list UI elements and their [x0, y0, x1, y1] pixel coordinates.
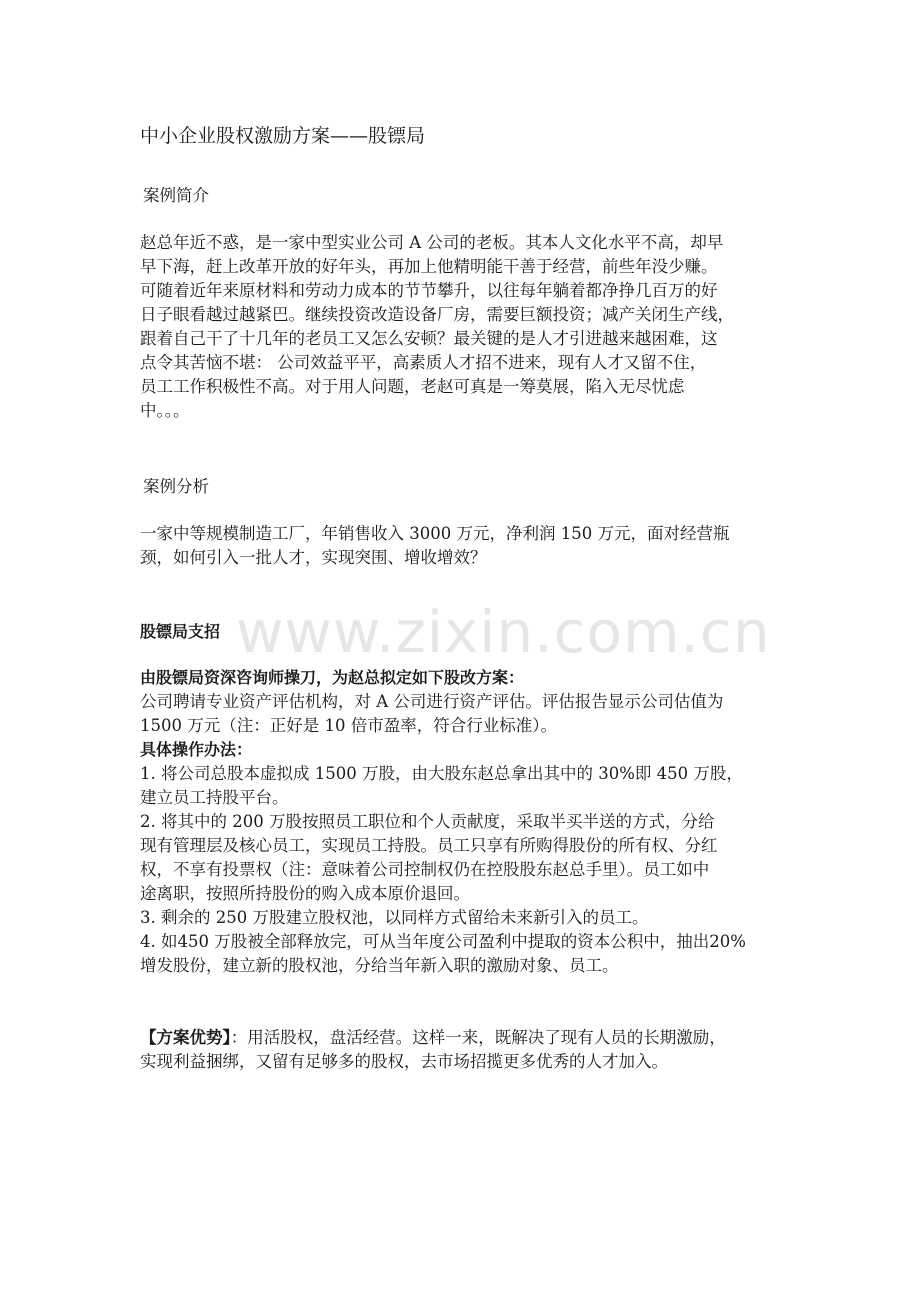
step-2-line: 2. 将其中的 200 万股按照员工职位和个人贡献度，采取半买半送的方式，分给: [140, 812, 715, 831]
method-heading: 具体操作办法：: [140, 740, 253, 759]
intro-heading: 案例简介: [143, 186, 209, 205]
step-3-line: 3. 剩余的 250 万股建立股权池，以同样方式留给未来新引入的员工。: [140, 908, 649, 927]
intro-line: 可随着近年来原材料和劳动力成本的节节攀升，以往每年躺着都净挣几百万的好: [140, 281, 718, 300]
intro-line: 日子眼看越过越紧巴。继续投资改造设备厂房，需要巨额投资；减产关闭生产线，: [140, 305, 734, 324]
advantage-line: 实现利益捆绑，又留有足够多的股权，去市场招揽更多优秀的人才加入。: [140, 1052, 668, 1071]
intro-line: 中。。。: [140, 401, 190, 420]
step-4-line: 4. 如450 万股被全部释放完，可从当年度公司盈利中提取的资本公积中，抽出20%: [140, 932, 746, 951]
advantage-paragraph: [140, 1026, 795, 1074]
advantage-text: ：用活股权，盘活经营。这样一来，既解决了现有人员的长期激励，: [230, 1028, 726, 1047]
analysis-paragraph: [140, 522, 795, 570]
assessment-paragraph: [140, 690, 795, 738]
assessment-line: 公司聘请专业资产评估机构，对 A 公司进行资产评估。评估报告显示公司估值为: [140, 692, 724, 711]
steps-list: [140, 762, 795, 978]
document-title: 中小企业股权激励方案——股镖局: [140, 125, 426, 147]
solution-heading: 股镖局支招: [140, 622, 221, 641]
solution-intro: 由股镖局资深咨询师操刀，为赵总拟定如下股改方案：: [140, 668, 525, 687]
analysis-line: 一家中等规模制造工厂，年销售收入 3000 万元，净利润 150 万元，面对经营瓶: [140, 524, 730, 543]
intro-line: 跟着自己干了十几年的老员工又怎么安顿？最关键的是人才引进越来越困难，这: [140, 329, 718, 348]
intro-paragraph: [140, 231, 795, 423]
advantage-label: 【方案优势】: [140, 1028, 231, 1047]
step-1-line: 1. 将公司总股本虚拟成 1500 万股，由大股东赵总拿出其中的 30%即 450 万股，: [140, 764, 743, 783]
step-2-line: 途离职，按照所持股份的购入成本原价退回。: [140, 884, 470, 903]
intro-line: 员工工作积极性不高。对于用人问题，老赵可真是一筹莫展，陷入无尽忧虑: [140, 377, 685, 396]
analysis-line: 颈，如何引入一批人才，实现突围、增收增效？: [140, 548, 487, 567]
intro-line: 早下海，赶上改革开放的好年头，再加上他精明能干善于经营，前些年没少赚。: [140, 257, 718, 276]
analysis-heading: 案例分析: [143, 477, 209, 496]
assessment-line: 1500 万元（注：正好是 10 倍市盈率，符合行业标准）。: [140, 716, 557, 735]
advantage-line: [140, 1026, 795, 1050]
step-2-line: 权，不享有投票权（注：意味着公司控制权仍在控股股东赵总手里）。员工如中: [140, 860, 710, 879]
intro-line: 赵总年近不惑，是一家中型实业公司 A 公司的老板。其本人文化水平不高，却早: [140, 233, 724, 252]
intro-line: 点令其苦恼不堪： 公司效益平平，高素质人才招不进来，现有人才又留不住，: [140, 353, 707, 372]
step-2-line: 现有管理层及核心员工，实现员工持股。员工只享有所购得股份的所有权、分红: [140, 836, 718, 855]
step-1-line: 建立员工持股平台。: [140, 788, 289, 807]
watermark-text: www.zixin.com.cn: [236, 598, 771, 666]
step-4-line: 增发股份，建立新的股权池，分给当年新入职的激励对象、员工。: [140, 956, 619, 975]
